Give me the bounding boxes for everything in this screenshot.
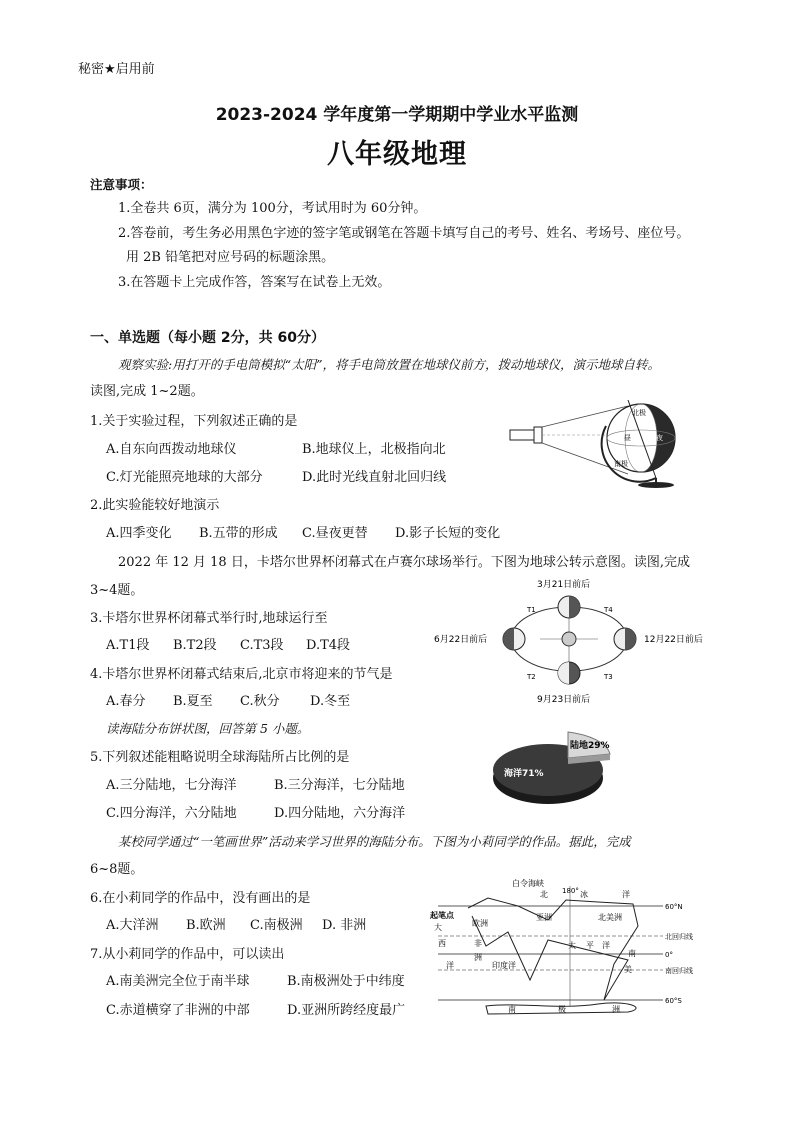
land-label: 陆地29% bbox=[570, 741, 610, 751]
q6-option-a: A.大洋洲 bbox=[106, 918, 159, 933]
q2-stem: 2.此实验能较好地演示 bbox=[90, 498, 220, 513]
notes-item-1: 1.全卷共 6页，满分为 100分，考试用时为 60分钟。 bbox=[118, 201, 427, 216]
q5-option-b: B.三分海洋，七分陆地 bbox=[274, 778, 405, 793]
sun-icon bbox=[562, 632, 576, 646]
intro-map: 某校同学通过“一笔画世界”活动来学习世界的海陆分布。下图为小莉同学的作品。据此，完成 bbox=[118, 834, 631, 849]
svg-text:大: 大 bbox=[434, 923, 442, 932]
north-pole-label: 北极 bbox=[632, 409, 646, 417]
land-ocean-pie-chart bbox=[488, 730, 616, 808]
q4-option-b: B.夏至 bbox=[173, 694, 213, 709]
q6-option-c: C.南极洲 bbox=[250, 918, 303, 933]
q1-stem: 1.关于实验过程，下列叙述正确的是 bbox=[90, 414, 298, 429]
orbit-right-label: 12月22日前后 bbox=[644, 635, 703, 645]
south-america-label-1: 南 bbox=[628, 949, 636, 958]
intro-map-read: 6~8题。 bbox=[90, 862, 144, 877]
q4-stem: 4.卡塔尔世界杯闭幕式结束后,北京市将迎来的节气是 bbox=[90, 667, 393, 682]
antarctica-label-3: 洲 bbox=[612, 1005, 620, 1014]
europe-label: 欧洲 bbox=[472, 919, 488, 928]
notes-item-2: 2.答卷前，考生务必用黑色字迹的签字笔或钢笔在答题卡填写自己的考号、姓名、考场号、座位号。 bbox=[118, 226, 690, 241]
lat-equator: 0° bbox=[665, 951, 673, 959]
svg-text:洋: 洋 bbox=[446, 961, 454, 970]
segment-t4: T4 bbox=[604, 606, 613, 614]
q6-stem: 6.在小莉同学的作品中，没有画出的是 bbox=[90, 891, 311, 906]
q2-option-a: A.四季变化 bbox=[106, 526, 172, 541]
q3-option-d: D.T4段 bbox=[306, 638, 351, 653]
antarctica-label-2: 极 bbox=[558, 1005, 566, 1014]
one-stroke-world-map bbox=[428, 876, 698, 1022]
svg-text:洋: 洋 bbox=[602, 941, 610, 950]
orbit-left-label: 6月22日前后 bbox=[434, 635, 488, 645]
q3-stem: 3.卡塔尔世界杯闭幕式举行时,地球运行至 bbox=[90, 611, 328, 626]
start-point-label: 起笔点 bbox=[430, 911, 454, 920]
q4-option-d: D.冬至 bbox=[310, 694, 351, 709]
q4-option-c: C.秋分 bbox=[240, 694, 280, 709]
earth-sep-icon bbox=[558, 662, 580, 684]
ocean-label: 海洋71% bbox=[504, 769, 544, 779]
svg-text:北: 北 bbox=[540, 890, 548, 899]
indian-ocean-label: 印度洋 bbox=[492, 961, 516, 970]
africa-label-2: 洲 bbox=[474, 953, 482, 962]
lat-60s: 60°S bbox=[665, 997, 682, 1005]
day-side-label: 昼 bbox=[624, 434, 631, 442]
svg-text:平: 平 bbox=[586, 941, 594, 950]
svg-text:冰: 冰 bbox=[580, 890, 588, 899]
svg-text:洋: 洋 bbox=[622, 890, 630, 899]
night-side-label: 夜 bbox=[656, 434, 663, 442]
q6-option-d: D. 非洲 bbox=[322, 918, 367, 933]
segment-t1: T1 bbox=[527, 606, 536, 614]
lat-tropic-capricorn: 南回归线 bbox=[665, 967, 693, 975]
intro-worldcup: 2022 年 12 月 18 日，卡塔尔世界杯闭幕式在卢赛尔球场举行。下图为地球公转示意图。读图,完成 bbox=[118, 555, 690, 570]
q7-option-b: B.南极洲处于中纬度 bbox=[287, 974, 405, 989]
north-america-label: 北美洲 bbox=[598, 913, 622, 922]
q6-option-b: B.欧洲 bbox=[186, 918, 226, 933]
segment-t3: T3 bbox=[604, 673, 613, 681]
exam-title: 2023-2024 学年度第一学期期中学业水平监测 bbox=[215, 105, 579, 125]
q5-option-d: D.四分陆地，六分海洋 bbox=[274, 806, 406, 821]
q3-option-a: A.T1段 bbox=[106, 638, 150, 653]
orbit-top-label: 3月21日前后 bbox=[537, 580, 591, 590]
africa-label-1: 非 bbox=[474, 939, 482, 948]
intro-worldcup-read: 3~4题。 bbox=[90, 583, 144, 598]
subject-title: 八年级地理 bbox=[327, 139, 467, 170]
q7-stem: 7.从小莉同学的作品中，可以读出 bbox=[90, 947, 285, 962]
earth-june-icon bbox=[503, 628, 525, 650]
lat-tropic-cancer: 北回归线 bbox=[665, 933, 693, 941]
intro-experiment: 观察实验:用打开的手电筒模拟“太阳”，将手电筒放置在地球仪前方，拨动地球仪，演示地球自转。 bbox=[118, 357, 660, 372]
q2-option-b: B.五带的形成 bbox=[199, 526, 278, 541]
segment-t2: T2 bbox=[527, 673, 536, 681]
earth-orbit-figure bbox=[432, 577, 714, 709]
q1-option-d: D.此时光线直射北回归线 bbox=[302, 470, 447, 485]
notes-item-3: 3.在答题卡上完成作答，答案写在试卷上无效。 bbox=[118, 275, 391, 290]
intro-pie: 读海陆分布饼状图，回答第 5 小题。 bbox=[106, 721, 310, 736]
q1-option-c: C.灯光能照亮地球的大部分 bbox=[106, 470, 263, 485]
lat-60n: 60°N bbox=[665, 903, 683, 911]
asia-label: 亚洲 bbox=[536, 913, 552, 922]
q3-option-c: C.T3段 bbox=[240, 638, 284, 653]
antarctica-label-1: 南 bbox=[508, 1005, 516, 1014]
orbit-bottom-label: 9月23日前后 bbox=[537, 695, 591, 705]
section-heading: 一、单选题（每小题 2分，共 60分） bbox=[90, 330, 325, 346]
south-america-label-2: 美 bbox=[624, 965, 632, 974]
earth-march-icon bbox=[558, 596, 580, 618]
q3-option-b: B.T2段 bbox=[173, 638, 217, 653]
earth-dec-icon bbox=[614, 628, 636, 650]
lon180-label: 180° bbox=[562, 887, 579, 895]
confidential-label: 秘密★启用前 bbox=[78, 62, 155, 77]
notes-heading: 注意事项： bbox=[90, 177, 153, 192]
q7-option-d: D.亚洲所跨经度最广 bbox=[287, 1003, 406, 1018]
notes-item-2-cont: 用 2B 铅笔把对应号码的标题涂黑。 bbox=[126, 250, 335, 265]
q5-stem: 5.下列叙述能粗略说明全球海陆所占比例的是 bbox=[90, 750, 350, 765]
svg-text:太: 太 bbox=[568, 941, 576, 950]
q7-option-a: A.南美洲完全位于南半球 bbox=[106, 974, 250, 989]
south-pole-label: 南极 bbox=[614, 460, 628, 468]
svg-text:西: 西 bbox=[438, 939, 446, 948]
intro-experiment-read: 读图,完成 1~2题。 bbox=[90, 384, 204, 399]
q1-option-b: B.地球仪上，北极指向北 bbox=[302, 442, 446, 457]
q5-option-a: A.三分陆地，七分海洋 bbox=[106, 778, 237, 793]
q2-option-c: C.昼夜更替 bbox=[302, 526, 368, 541]
flashlight-icon bbox=[510, 430, 534, 440]
bering-strait-label: 白令海峡 bbox=[512, 879, 544, 888]
q4-option-a: A.春分 bbox=[106, 694, 146, 709]
q1-option-a: A.自东向西拨动地球仪 bbox=[106, 442, 237, 457]
q7-option-c: C.赤道横穿了非洲的中部 bbox=[106, 1003, 250, 1018]
globe-experiment-figure bbox=[506, 396, 684, 488]
q5-option-c: C.四分海洋，六分陆地 bbox=[106, 806, 237, 821]
q2-option-d: D.影子长短的变化 bbox=[395, 526, 501, 541]
